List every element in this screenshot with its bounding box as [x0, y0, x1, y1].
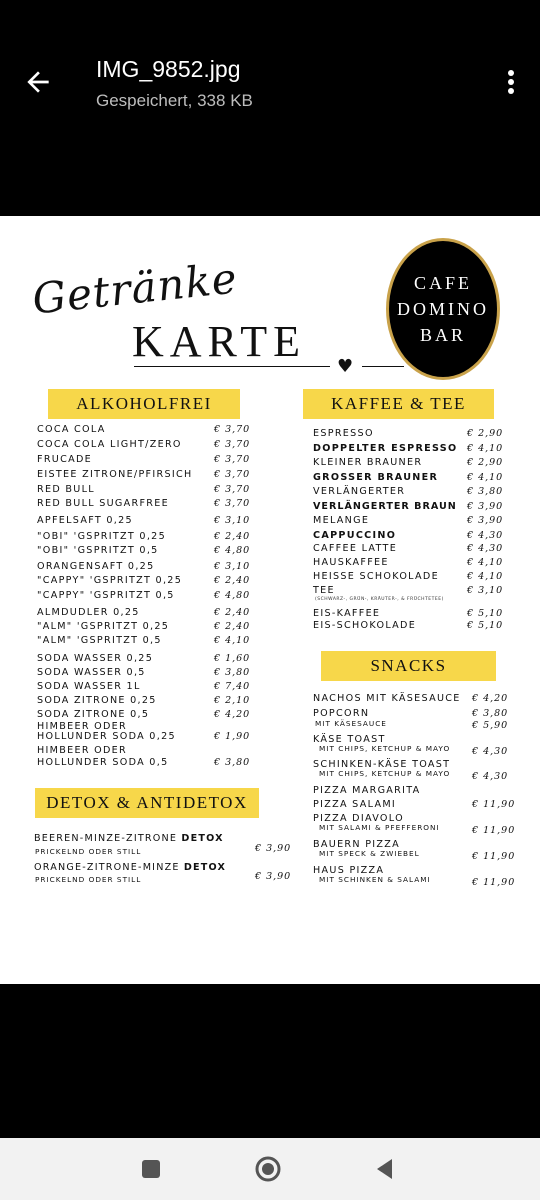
arrow-left-icon[interactable]	[22, 66, 54, 98]
logo-line-3: BAR	[419, 325, 466, 345]
drink-price: € 4,80	[214, 545, 251, 556]
snack-price: € 11,90	[472, 851, 516, 862]
coffee-name: VERLÄNGERTER	[313, 486, 406, 497]
drink-price: € 3,70	[214, 454, 251, 465]
coffee-name: DOPPELTER ESPRESSO	[313, 443, 458, 454]
snack-price: € 4,20	[472, 693, 509, 704]
menu-title: KARTE	[132, 317, 307, 366]
title-underline-left	[134, 366, 330, 367]
drink-name: ALMDUDLER 0,25	[37, 607, 140, 618]
coffee-name: KLEINER BRAUNER	[313, 457, 423, 468]
drink-name: ORANGENSAFT 0,25	[37, 561, 155, 572]
circle-icon[interactable]	[253, 1154, 283, 1184]
drink-name: SODA WASSER 0,5	[37, 667, 146, 678]
snack-name: BAUERN PIZZA	[313, 839, 401, 850]
snack-price: € 3,80	[472, 708, 509, 719]
snack-price: € 5,90	[472, 720, 509, 731]
snack-name: KÄSE TOAST	[313, 734, 386, 745]
drink-name: "OBI" 'GSPRITZT 0,25	[37, 531, 166, 542]
snack-sub: MIT SALAMI & PFEFFERONI	[319, 823, 440, 832]
coffee-price: € 5,10	[467, 620, 504, 631]
drink-price: € 3,10	[214, 515, 251, 526]
heart-icon: ♥	[337, 356, 354, 377]
system-nav-bar	[0, 1138, 540, 1200]
drink-name: "ALM" 'GSPRITZT 0,5	[37, 635, 162, 646]
coffee-price: € 4,10	[467, 472, 504, 483]
drink-price: € 3,70	[214, 469, 251, 480]
detox-tag: DETOX	[183, 862, 227, 873]
drink-name: EISTEE ZITRONE/PFIRSICH	[37, 469, 193, 480]
drink-price: € 2,40	[214, 607, 251, 618]
drink-name: RED BULL SUGARFREE	[37, 498, 169, 509]
drink-name: SODA ZITRONE 0,25	[37, 695, 157, 706]
drink-name: SODA WASSER 1L	[37, 681, 141, 692]
section-kaffee-tee: KAFFEE & TEE	[303, 389, 494, 419]
snack-sub: MIT KÄSESAUCE	[315, 719, 387, 728]
drink-name: SODA WASSER 0,25	[37, 653, 154, 664]
drink-price: € 3,80	[214, 667, 251, 678]
drink-price: € 3,70	[214, 484, 251, 495]
drink-name: HOLLUNDER SODA 0,5	[37, 757, 169, 768]
snack-name: PIZZA SALAMI	[313, 799, 397, 810]
coffee-name: GROSSER BRAUNER	[313, 472, 439, 483]
square-icon[interactable]	[136, 1154, 166, 1184]
script-title: Getränke	[30, 253, 240, 324]
drink-price: € 4,20	[214, 709, 251, 720]
drink-name: "CAPPY" 'GSPRITZT 0,25	[37, 575, 183, 586]
file-status: Gespeichert, 338 KB	[96, 91, 253, 110]
snack-price: € 11,90	[472, 825, 516, 836]
drink-price: € 4,10	[214, 635, 251, 646]
section-detox: DETOX & ANTIDETOX	[35, 788, 259, 818]
section-snacks: SNACKS	[321, 651, 496, 681]
tee-note: (SCHWARZ-, GRÜN-, KRÄUTER-, & FRÜCHTETEE)	[315, 597, 444, 602]
drink-price: € 3,80	[214, 757, 251, 768]
snack-sub: MIT SCHINKEN & SALAMI	[319, 875, 431, 884]
detox-name	[34, 833, 224, 844]
coffee-price: € 3,90	[467, 515, 504, 526]
snack-price: € 11,90	[472, 799, 516, 810]
more-vertical-icon[interactable]	[500, 66, 522, 98]
drink-name: RED BULL	[37, 484, 95, 495]
drink-price: € 4,80	[214, 590, 251, 601]
drink-price: € 2,10	[214, 695, 251, 706]
drink-name: HIMBEER ODER	[37, 745, 128, 756]
coffee-name: CAFFEE LATTE	[313, 543, 398, 554]
drink-name: COCA COLA LIGHT/ZERO	[37, 439, 182, 450]
snack-name: NACHOS MIT KÄSESAUCE	[313, 693, 461, 704]
snack-name: SCHINKEN-KÄSE TOAST	[313, 759, 451, 770]
snack-name: POPCORN	[313, 708, 370, 719]
drink-price: € 2,40	[214, 575, 251, 586]
viewer-bottom-area	[0, 984, 540, 1138]
drink-name: HOLLUNDER SODA 0,25	[37, 731, 176, 742]
detox-flavour: BEEREN-MINZE-ZITRONE	[34, 833, 182, 844]
coffee-price: € 3,90	[467, 501, 504, 512]
snack-sub: MIT CHIPS, KETCHUP & MAYO	[319, 744, 451, 753]
snack-name: HAUS PIZZA	[313, 865, 385, 876]
detox-sub: PRICKELND ODER STILL	[35, 847, 142, 856]
drink-price: € 2,40	[214, 621, 251, 632]
coffee-name: HAUSKAFFEE	[313, 557, 389, 568]
snack-price: € 4,30	[472, 771, 509, 782]
section-alkoholfrei: ALKOHOLFREI	[48, 389, 240, 419]
coffee-name: EIS-KAFFEE	[313, 608, 381, 619]
menu-image	[0, 216, 540, 984]
coffee-price: € 4,10	[467, 443, 504, 454]
drink-price: € 1,90	[214, 731, 251, 742]
snack-name: PIZZA MARGARITA	[313, 785, 421, 796]
coffee-price: € 3,10	[467, 585, 504, 596]
detox-sub: PRICKELND ODER STILL	[35, 875, 142, 884]
detox-price: € 3,90	[255, 843, 292, 854]
detox-tag: DETOX	[181, 833, 224, 844]
detox-price: € 3,90	[255, 871, 292, 882]
image-viewer-header	[0, 0, 540, 216]
coffee-price: € 3,80	[467, 486, 504, 497]
triangle-left-icon[interactable]	[370, 1154, 400, 1184]
drink-price: € 7,40	[214, 681, 251, 692]
snack-price: € 11,90	[472, 877, 516, 888]
coffee-name: TEE	[313, 585, 335, 596]
drink-name: "OBI" 'GSPRITZT 0,5	[37, 545, 159, 556]
drink-price: € 3,70	[214, 439, 251, 450]
detox-flavour: ORANGE-ZITRONE-MINZE	[34, 862, 184, 873]
drink-name: FRUCADE	[37, 454, 93, 465]
drink-price: € 3,10	[214, 561, 251, 572]
snack-name: PIZZA DIAVOLO	[313, 813, 404, 824]
snack-sub: MIT CHIPS, KETCHUP & MAYO	[319, 769, 451, 778]
drink-price: € 1,60	[214, 653, 251, 664]
drink-name: "CAPPY" 'GSPRITZT 0,5	[37, 590, 175, 601]
file-name: IMG_9852.jpg	[96, 56, 241, 82]
logo-line-2: DOMINO	[397, 299, 489, 319]
coffee-name: EIS-SCHOKOLADE	[313, 620, 417, 631]
snack-price: € 4,30	[472, 746, 509, 757]
detox-name	[34, 862, 226, 873]
coffee-price: € 4,10	[467, 571, 504, 582]
coffee-price: € 4,30	[467, 543, 504, 554]
coffee-name: HEISSE SCHOKOLADE	[313, 571, 439, 582]
coffee-name: VERLÄNGERTER BRAUN	[313, 501, 457, 512]
coffee-name: ESPRESSO	[313, 428, 374, 439]
drink-price: € 3,70	[214, 424, 251, 435]
coffee-price: € 2,90	[467, 457, 504, 468]
drink-name: APFELSAFT 0,25	[37, 515, 133, 526]
drink-price: € 2,40	[214, 531, 251, 542]
drink-name: HIMBEER ODER	[37, 721, 128, 732]
drink-price: € 3,70	[214, 498, 251, 509]
coffee-name: MELANGE	[313, 515, 370, 526]
drink-name: "ALM" 'GSPRITZT 0,25	[37, 621, 170, 632]
coffee-price: € 4,30	[467, 530, 504, 541]
drink-name: SODA ZITRONE 0,5	[37, 709, 150, 720]
coffee-price: € 5,10	[467, 608, 504, 619]
coffee-price: € 4,10	[467, 557, 504, 568]
drink-name: COCA COLA	[37, 424, 106, 435]
coffee-price: € 2,90	[467, 428, 504, 439]
coffee-name: CAPPUCCINO	[313, 530, 397, 541]
logo-line-1: CAFE	[413, 273, 472, 293]
snack-sub: MIT SPECK & ZWIEBEL	[319, 849, 420, 858]
